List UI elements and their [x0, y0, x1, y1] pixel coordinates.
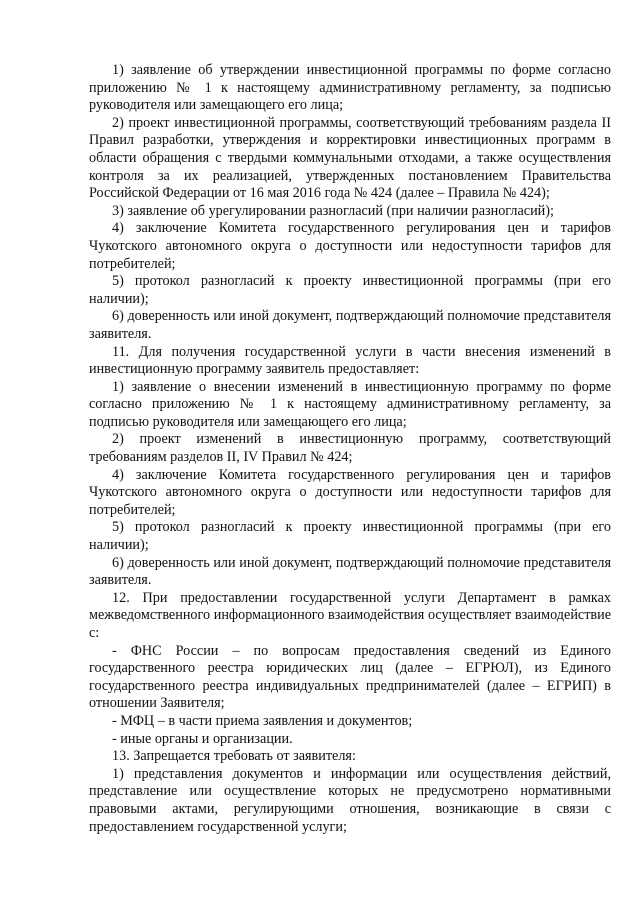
paragraph-13: 12. При предоставлении государственной услуги Департамент в рамках межведомственного информационного взаимодействия осуществляет взаимодействие с: — [89, 589, 611, 641]
paragraph-3: 3) заявление об урегулировании разногласий (при наличии разногласий); — [112, 202, 554, 219]
paragraph-12: 6) доверенность или иной документ, подтверждающий полномочие представителя заявителя. — [89, 554, 611, 589]
paragraph-10: 4) заключение Комитета государственного регулирования цен и тарифов Чукотского автономного округа о доступности или недоступности тарифов для потребителей; — [89, 466, 611, 518]
paragraph-18: 1) представления документов и информации или осуществления действий, представление или осуществление которых не предусмотрено нормативными правовыми актами, регулирующими отношения, возникающие в связи с предоставлением государственной услуги; — [89, 765, 611, 835]
paragraph-8: 1) заявление о внесении изменений в инвестиционную программу по форме согласно приложению № 1 к настоящему административному регламенту, за подписью руководителя или замещающего его лица; — [89, 378, 611, 430]
paragraph-6: 6) доверенность или иной документ, подтверждающий полномочие представителя заявителя. — [89, 308, 611, 342]
paragraph-15: - МФЦ – в части приема заявления и документов; — [112, 712, 413, 729]
paragraph-9: 2) проект изменений в инвестиционную программу, соответствующий требованиям разделов II, IV Правил № 424; — [89, 431, 611, 466]
document-page — [89, 62, 611, 836]
paragraph-14: - ФНС России – по вопросам предоставления сведений из Единого государственного реестра юридических лиц (далее – ЕГРЮЛ), из Единого государственного реестра индивидуальных предпринимателей (далее – ЕГРИП) в отношении Заявителя; — [89, 642, 611, 712]
paragraph-1: 1) заявление об утверждении инвестиционной программы по форме согласно приложению № 1 к настоящему административному регламенту, за подписью руководителя или замещающего его лица; — [89, 62, 611, 114]
paragraph-4: 4) заключение Комитета государственного регулирования цен и тарифов Чукотского автономного округа о доступности или недоступности тарифов для потребителей; — [89, 220, 611, 272]
paragraph-2: 2) проект инвестиционной программы, соответствующий требованиям раздела II Правил разработки, утверждения и корректировки инвестиционных программ в области обращения с твердыми коммунальными отходами, а также осуществления контроля за их реализацией, утвержденных постановлением Правительства Российской Федерации от 16 мая 2016 года № 424 (далее – Правила № 424); — [89, 114, 611, 202]
paragraph-11: 5) протокол разногласий к проекту инвестиционной программы (при его наличии); — [89, 519, 611, 554]
paragraph-5: 5) протокол разногласий к проекту инвестиционной программы (при его наличии); — [89, 273, 611, 307]
paragraph-16: - иные органы и организации. — [112, 730, 293, 747]
paragraph-7: 11. Для получения государственной услуги в части внесения изменений в инвестиционную программу заявитель предоставляет: — [89, 343, 611, 378]
paragraph-17: 13. Запрещается требовать от заявителя: — [112, 748, 356, 765]
